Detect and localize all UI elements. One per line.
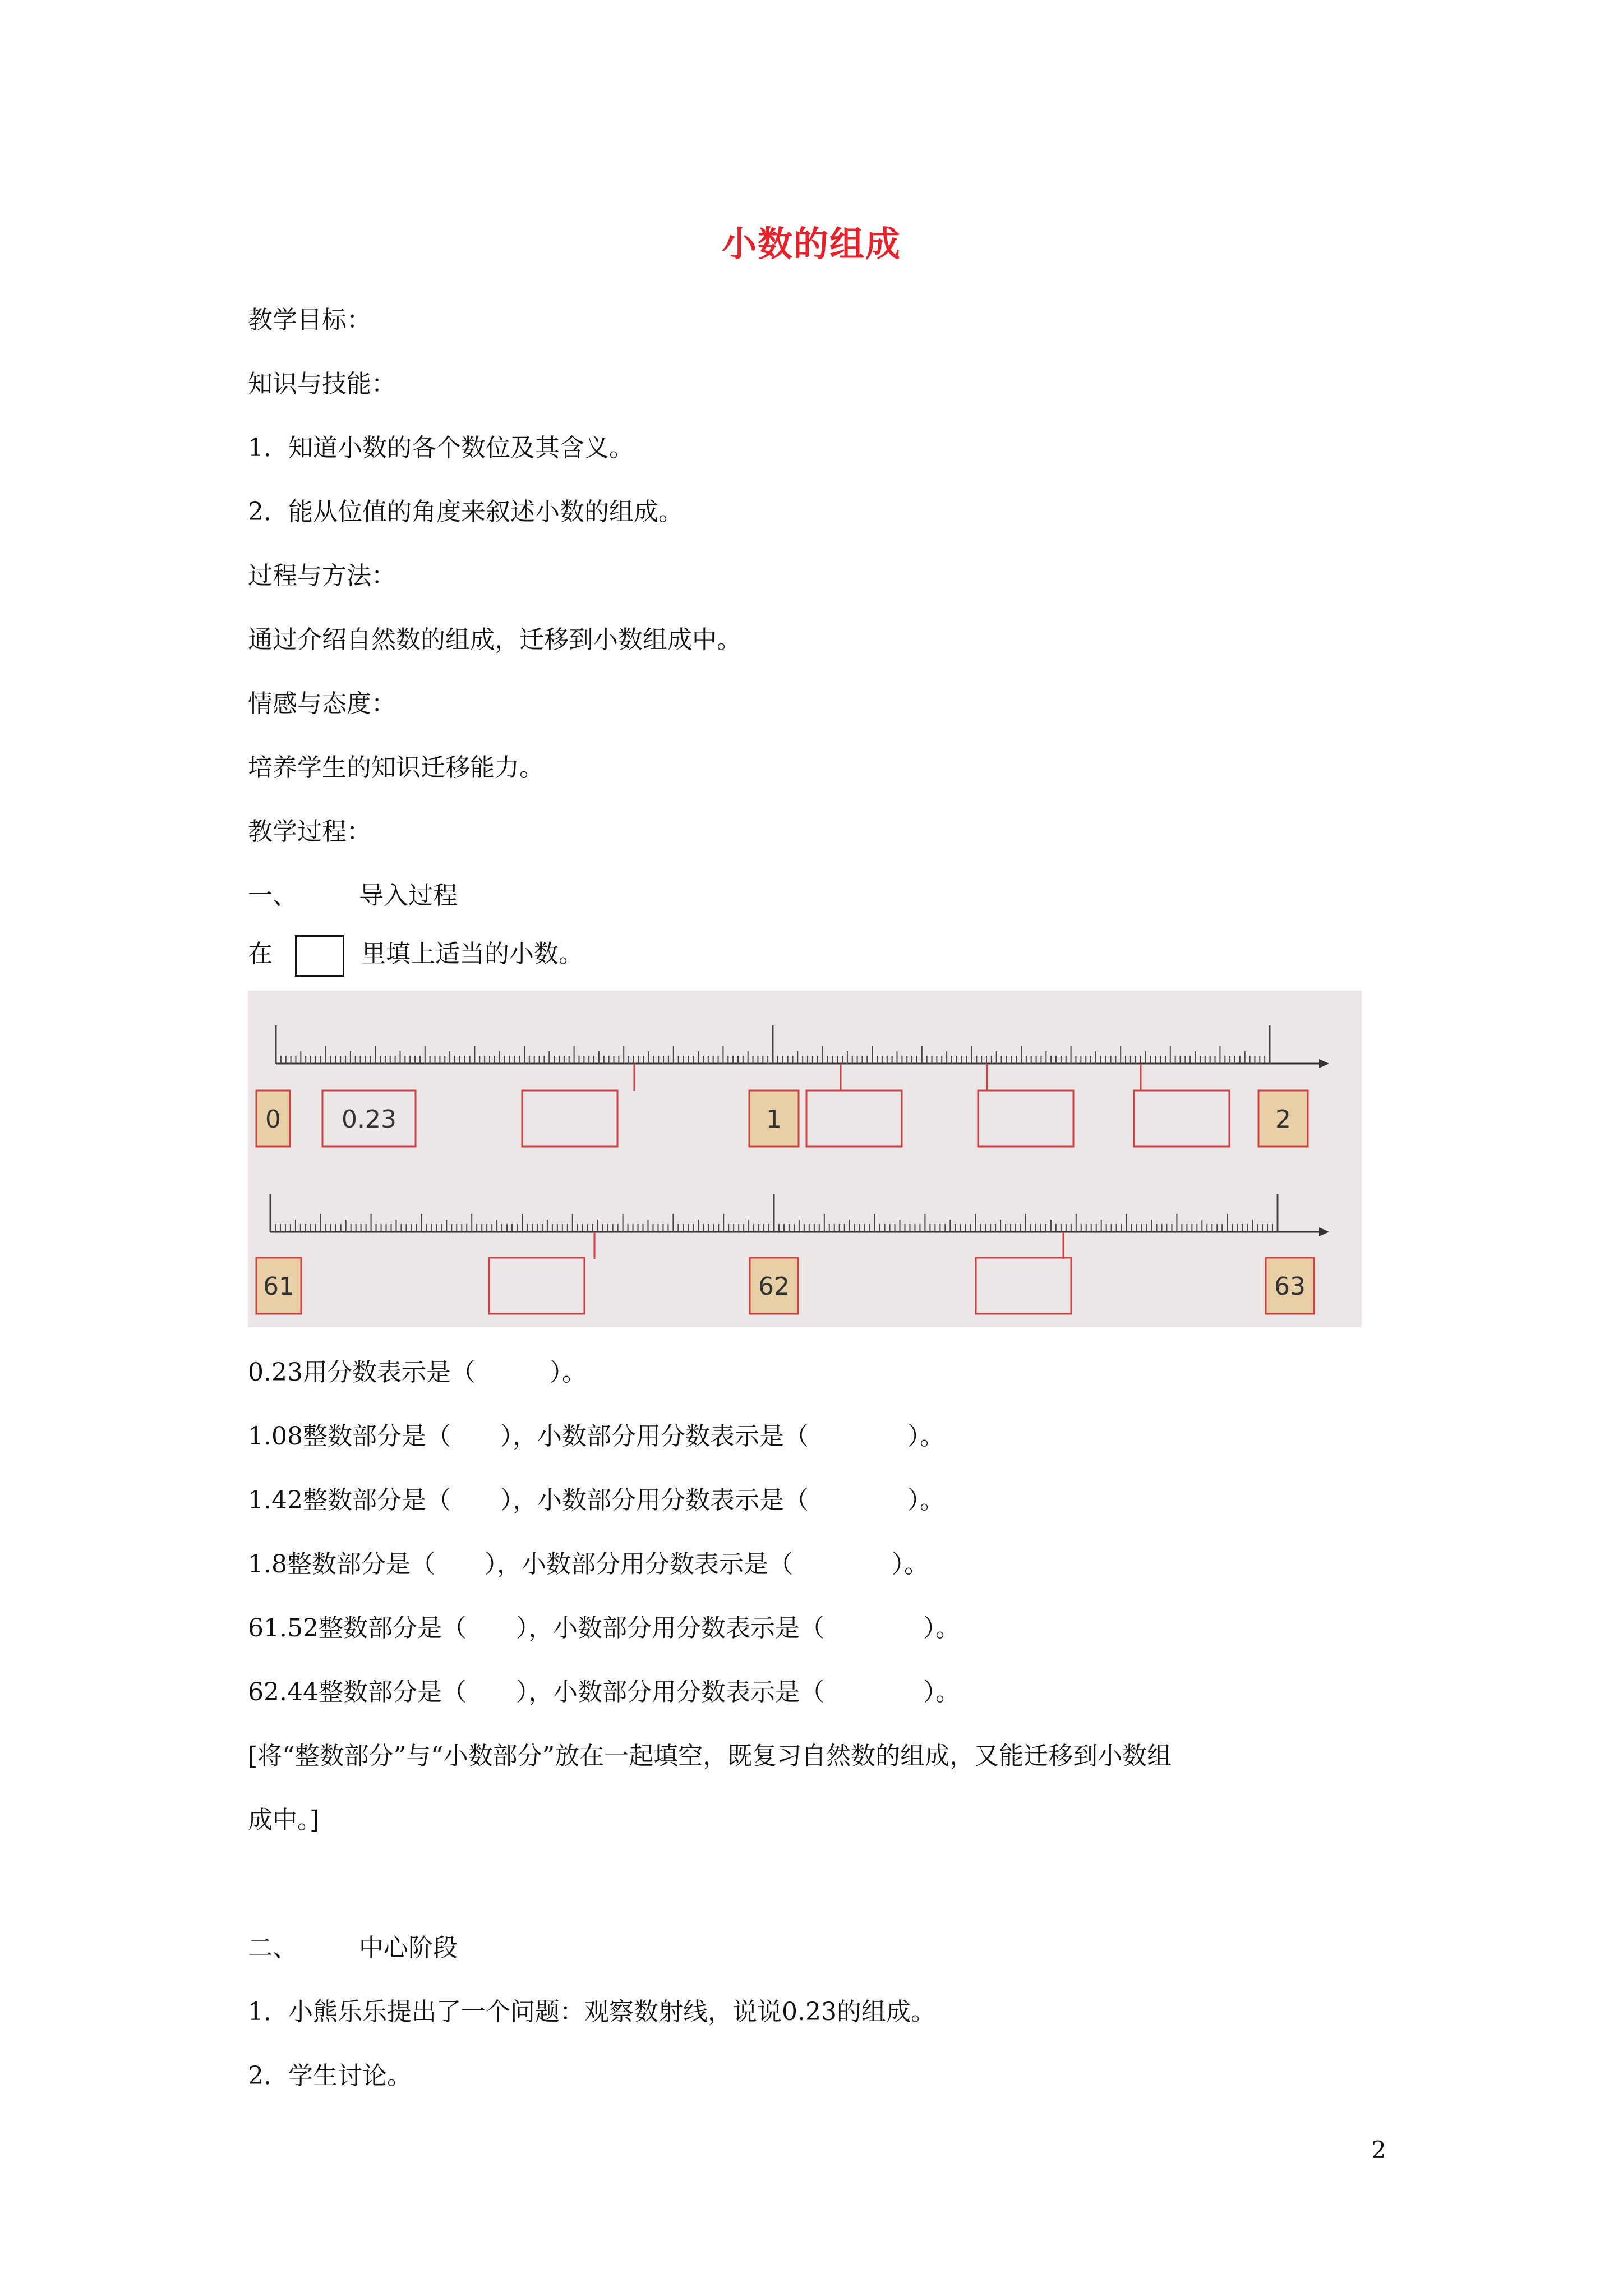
knowledge-item-1: 1．知道小数的各个数位及其含义。 [248, 434, 634, 462]
section2-title: 中心阶段 [359, 1934, 458, 1962]
section1-title: 导入过程 [359, 881, 458, 910]
figure-background [248, 991, 1362, 1327]
note-line-2: 成中。] [248, 1806, 320, 1834]
answer-box-icon [295, 935, 344, 977]
section1-heading [248, 875, 458, 911]
label-0-23: 0.23 [342, 1105, 396, 1134]
section1-number: 一、 [248, 881, 297, 910]
emotion-text: 培养学生的知识迁移能力。 [248, 753, 544, 782]
number-line-svg [248, 991, 1362, 1327]
question-5: 61.52整数部分是（ ），小数部分用分数表示是（ ）。 [248, 1614, 960, 1642]
note-line-1: [将“整数部分”与“小数部分”放在一起填空，既复习自然数的组成，又能迁移到小数组 [248, 1742, 1172, 1770]
label-63: 63 [1274, 1272, 1306, 1301]
knowledge-item-2: 2．能从位值的角度来叙述小数的组成。 [248, 498, 683, 526]
label-62: 62 [758, 1272, 790, 1301]
knowledge-heading: 知识与技能： [248, 370, 396, 398]
teaching-heading: 教学过程： [248, 817, 371, 846]
process-heading: 过程与方法： [248, 562, 396, 590]
page-title: 小数的组成 [721, 223, 901, 264]
label-0: 0 [265, 1105, 281, 1134]
question-2: 1.08整数部分是（ ），小数部分用分数表示是（ ）。 [248, 1422, 944, 1451]
emotion-heading: 情感与态度： [248, 689, 396, 718]
question-3: 1.42整数部分是（ ），小数部分用分数表示是（ ）。 [248, 1486, 944, 1515]
section2-item-1: 1．小熊乐乐提出了一个问题：观察数射线，说说0.23的组成。 [248, 1998, 935, 2026]
label-2: 2 [1275, 1105, 1291, 1134]
page-number: 2 [1371, 2136, 1386, 2164]
fill-instruction-after: 里填上适当的小数。 [361, 940, 583, 968]
objectives-heading: 教学目标： [248, 306, 371, 334]
question-4: 1.8整数部分是（ ），小数部分用分数表示是（ ）。 [248, 1550, 929, 1579]
number-line-figure [248, 991, 1362, 1327]
section2-heading [248, 1927, 458, 1963]
label-61: 61 [263, 1272, 294, 1301]
question-1: 0.23用分数表示是（ ）。 [248, 1358, 587, 1387]
fill-instruction-before: 在 [248, 940, 273, 968]
section2-number: 二、 [248, 1934, 297, 1962]
process-text: 通过介绍自然数的组成，迁移到小数组成中。 [248, 625, 741, 654]
label-1: 1 [766, 1105, 782, 1134]
section2-item-2: 2．学生讨论。 [248, 2062, 412, 2090]
question-6: 62.44整数部分是（ ），小数部分用分数表示是（ ）。 [248, 1678, 960, 1706]
fill-instruction [248, 933, 583, 977]
